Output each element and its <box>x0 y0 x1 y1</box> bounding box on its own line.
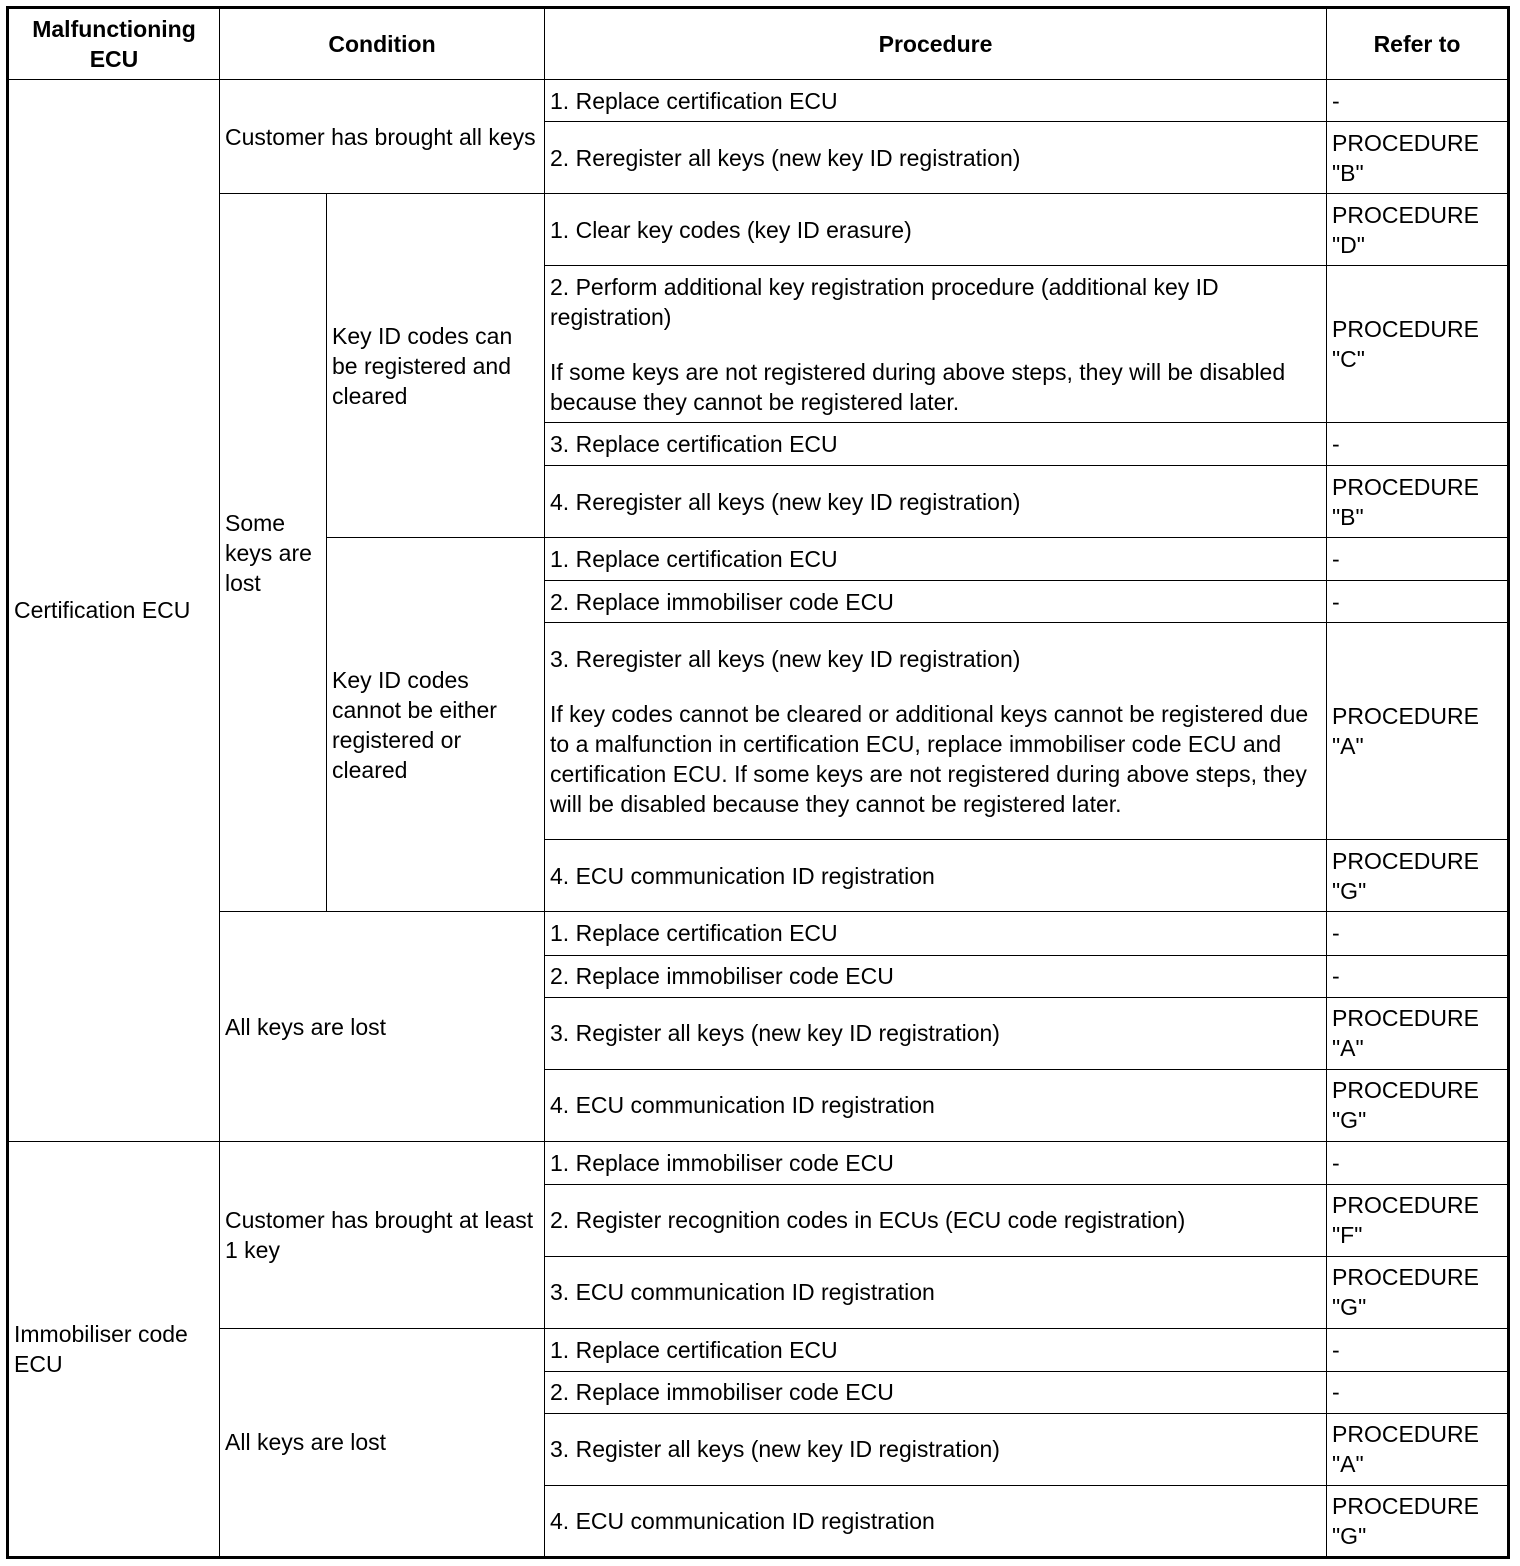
procedure-cell: 4. Reregister all keys (new key ID registration) <box>545 466 1327 538</box>
procedure-cell: 2. Register recognition codes in ECUs (ECU code registration) <box>545 1184 1327 1256</box>
table-row <box>8 1141 1509 1184</box>
procedure-cell: 3. Register all keys (new key ID registration) <box>545 997 1327 1069</box>
condition-immo-all-lost: All keys are lost <box>220 1328 545 1557</box>
refer-cell: PROCEDURE "A" <box>1327 623 1509 840</box>
refer-cell: - <box>1327 538 1509 581</box>
procedure-cell: 1. Clear key codes (key ID erasure) <box>545 194 1327 266</box>
condition-can-register: Key ID codes can be registered and cleared <box>327 194 545 538</box>
condition-immo-brought: Customer has brought at least 1 key <box>220 1141 545 1328</box>
procedure-step: 3. Reregister all keys (new key ID registration) <box>550 645 1021 672</box>
refer-cell: PROCEDURE "B" <box>1327 466 1509 538</box>
refer-cell: - <box>1327 581 1509 623</box>
header-condition: Condition <box>220 8 545 80</box>
table-row <box>8 912 1509 955</box>
refer-cell: - <box>1327 1371 1509 1413</box>
procedure-table <box>6 6 1510 1559</box>
procedure-cell: 1. Replace certification ECU <box>545 538 1327 581</box>
ecu-immobiliser: Immobiliser code ECU <box>8 1141 220 1557</box>
procedure-cell: 1. Replace certification ECU <box>545 1328 1327 1371</box>
header-row <box>8 8 1509 80</box>
procedure-cell: 2. Replace immobiliser code ECU <box>545 581 1327 623</box>
procedure-cell: 1. Replace certification ECU <box>545 912 1327 955</box>
procedure-note: If key codes cannot be cleared or additional keys cannot be registered due to a malfunction in certification ECU, replace immobiliser code ECU and certification ECU. If some keys are not registered during above steps, they will be disabled because they cannot be registered later. <box>550 700 1309 817</box>
procedure-cell: 4. ECU communication ID registration <box>545 840 1327 912</box>
header-refer: Refer to <box>1327 8 1509 80</box>
condition-some-lost: Some keys are lost <box>220 194 327 912</box>
condition-all-lost: All keys are lost <box>220 912 545 1141</box>
procedure-cell: 3. Replace certification ECU <box>545 423 1327 466</box>
refer-cell: PROCEDURE "A" <box>1327 1413 1509 1485</box>
refer-cell: PROCEDURE "F" <box>1327 1184 1509 1256</box>
procedure-cell: 2. Replace immobiliser code ECU <box>545 1371 1327 1413</box>
table-row <box>8 194 1509 266</box>
header-procedure: Procedure <box>545 8 1327 80</box>
refer-cell: - <box>1327 423 1509 466</box>
procedure-step: 2. Perform additional key registration procedure (additional key ID registration) <box>550 273 1219 330</box>
refer-cell: PROCEDURE "A" <box>1327 997 1509 1069</box>
procedure-cell: 3. Register all keys (new key ID registration) <box>545 1413 1327 1485</box>
table-row <box>8 80 1509 122</box>
refer-cell: - <box>1327 80 1509 122</box>
refer-cell: PROCEDURE "B" <box>1327 122 1509 194</box>
table-row <box>8 1328 1509 1371</box>
refer-cell: PROCEDURE "G" <box>1327 840 1509 912</box>
procedure-cell <box>545 266 1327 423</box>
refer-cell: - <box>1327 1328 1509 1371</box>
condition-all-brought: Customer has brought all keys <box>220 80 545 194</box>
refer-cell: - <box>1327 912 1509 955</box>
procedure-cell: 2. Reregister all keys (new key ID registration) <box>545 122 1327 194</box>
procedure-note: If some keys are not registered during above steps, they will be disabled because they cannot be registered later. <box>550 358 1286 415</box>
procedure-cell <box>545 623 1327 840</box>
procedure-cell: 1. Replace certification ECU <box>545 80 1327 122</box>
procedure-cell: 4. ECU communication ID registration <box>545 1485 1327 1557</box>
refer-cell: PROCEDURE "D" <box>1327 194 1509 266</box>
header-ecu: Malfunctioning ECU <box>8 8 220 80</box>
procedure-cell: 2. Replace immobiliser code ECU <box>545 955 1327 997</box>
procedure-cell: 3. ECU communication ID registration <box>545 1256 1327 1328</box>
refer-cell: PROCEDURE "G" <box>1327 1485 1509 1557</box>
refer-cell: PROCEDURE "G" <box>1327 1256 1509 1328</box>
refer-cell: - <box>1327 955 1509 997</box>
ecu-certification: Certification ECU <box>8 80 220 1142</box>
procedure-cell: 1. Replace immobiliser code ECU <box>545 1141 1327 1184</box>
refer-cell: PROCEDURE "C" <box>1327 266 1509 423</box>
refer-cell: - <box>1327 1141 1509 1184</box>
refer-cell: PROCEDURE "G" <box>1327 1069 1509 1141</box>
condition-cannot-register: Key ID codes cannot be either registered or cleared <box>327 538 545 912</box>
procedure-cell: 4. ECU communication ID registration <box>545 1069 1327 1141</box>
